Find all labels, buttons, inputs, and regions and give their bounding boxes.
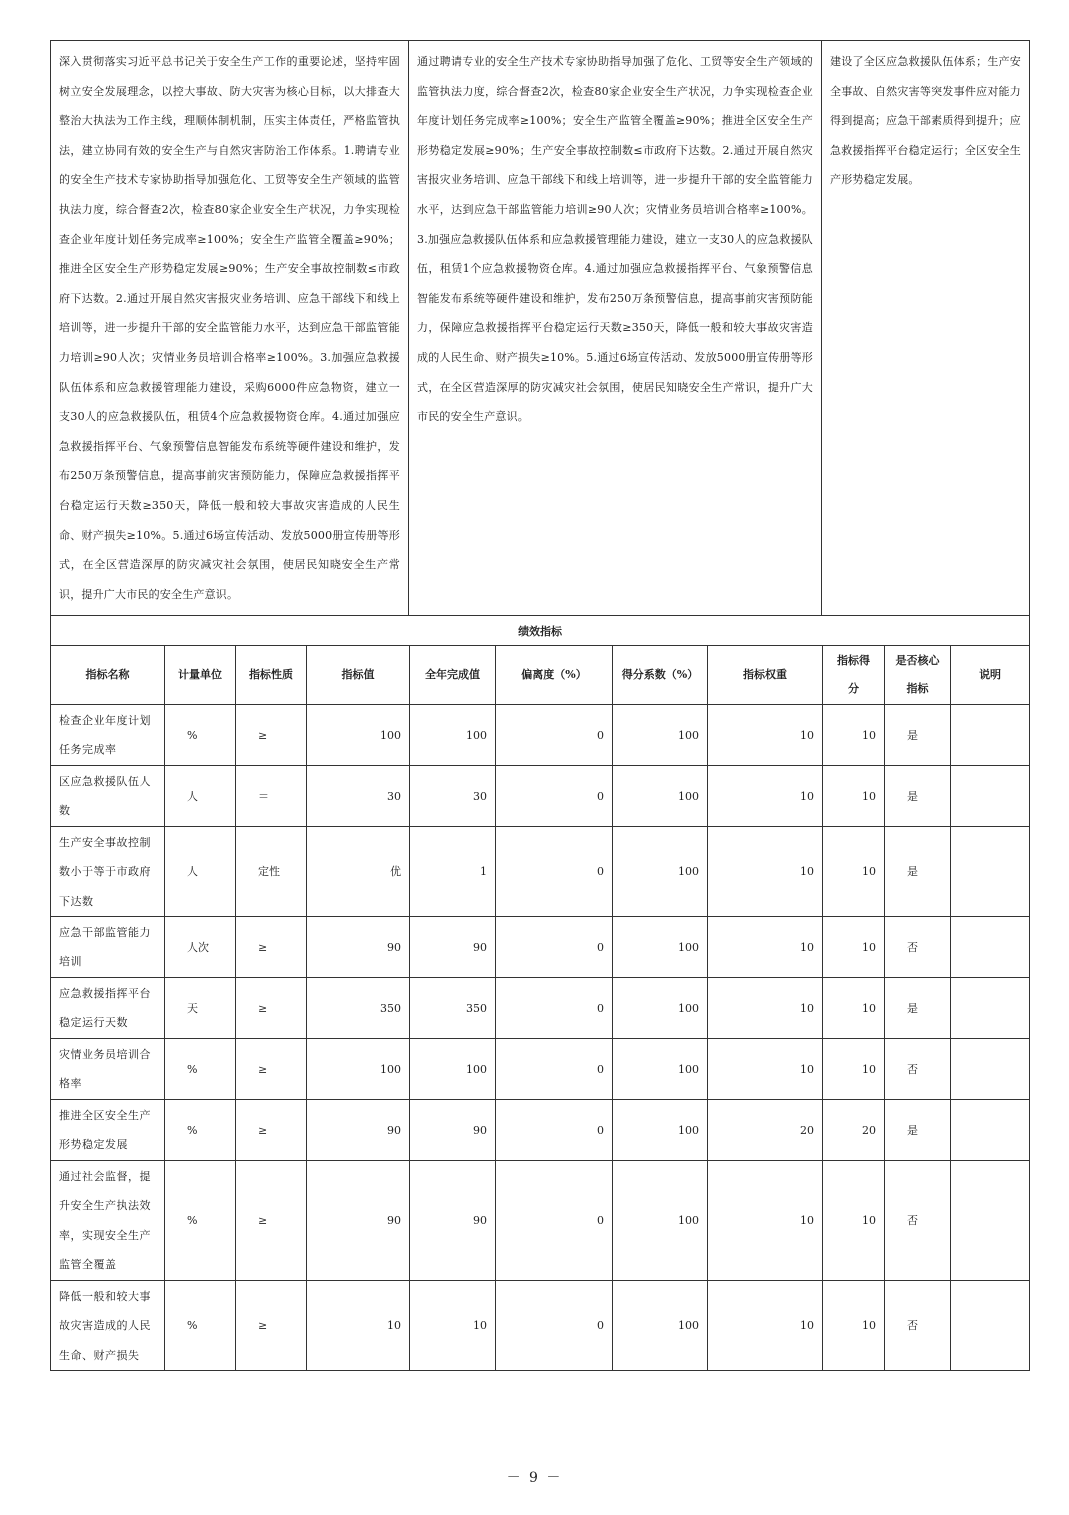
unit: 人次 [165, 917, 236, 978]
deviation: 0 [496, 766, 613, 827]
core-flag: 是 [885, 1100, 951, 1161]
core-flag: 是 [885, 827, 951, 917]
nature: ≥ [236, 1281, 307, 1371]
note [951, 978, 1030, 1039]
goals-row [51, 41, 1030, 616]
unit: % [165, 1161, 236, 1281]
deviation: 0 [496, 917, 613, 978]
score: 10 [823, 978, 885, 1039]
note [951, 1100, 1030, 1161]
deviation: 0 [496, 705, 613, 766]
score: 10 [823, 1161, 885, 1281]
weight: 10 [708, 1281, 823, 1371]
unit: % [165, 1281, 236, 1371]
actual-value: 10 [410, 1281, 496, 1371]
results-text: 建设了全区应急救援队伍体系；生产安全事故、自然灾害等突发事件应对能力得到提高；应急干部素质得到提升；应急救援指挥平台稳定运行；全区安全生产形势稳定发展。 [822, 41, 1030, 616]
score: 20 [823, 1100, 885, 1161]
deviation: 0 [496, 1161, 613, 1281]
unit: 人 [165, 766, 236, 827]
actual-value: 100 [410, 1039, 496, 1100]
table-row [51, 1281, 1030, 1371]
target-value: 90 [307, 1161, 410, 1281]
header-actual: 全年完成值 [410, 646, 496, 705]
score-coefficient: 100 [613, 705, 708, 766]
table-row [51, 1161, 1030, 1281]
score-coefficient: 100 [613, 917, 708, 978]
header-core-line1: 是否核心 [895, 654, 940, 668]
header-coef: 得分系数（%） [613, 646, 708, 705]
actual-value: 100 [410, 705, 496, 766]
core-flag: 是 [885, 705, 951, 766]
score-coefficient: 100 [613, 766, 708, 827]
unit: % [165, 1039, 236, 1100]
indicator-name: 应急救援指挥平台稳定运行天数 [51, 978, 165, 1039]
nature: ≥ [236, 1161, 307, 1281]
score-coefficient: 100 [613, 1100, 708, 1161]
score: 10 [823, 917, 885, 978]
header-nature: 指标性质 [236, 646, 307, 705]
score: 10 [823, 827, 885, 917]
section-title: 绩效指标 [51, 616, 1030, 646]
nature: ≥ [236, 705, 307, 766]
weight: 10 [708, 705, 823, 766]
indicator-rows [51, 705, 1030, 1371]
indicator-name: 通过社会监督，提升安全生产执法效率，实现安全生产监管全覆盖 [51, 1161, 165, 1281]
table-row [51, 978, 1030, 1039]
weight: 10 [708, 978, 823, 1039]
nature: ≥ [236, 1039, 307, 1100]
nature: 定性 [236, 827, 307, 917]
note [951, 1161, 1030, 1281]
score: 10 [823, 705, 885, 766]
note [951, 705, 1030, 766]
unit: % [165, 705, 236, 766]
deviation: 0 [496, 978, 613, 1039]
core-flag: 否 [885, 1039, 951, 1100]
target-value: 90 [307, 917, 410, 978]
note [951, 1039, 1030, 1100]
actual-value: 90 [410, 1100, 496, 1161]
header-core-line2: 指标 [906, 682, 929, 696]
completion-text: 通过聘请专业的安全生产技术专家协助指导加强了危化、工贸等安全生产领域的监管执法力度，综合督查2次，检查80家企业安全生产状况，力争实现检查企业年度计划任务完成率≥100%；安全生产监管全覆盖≥90%；推进全区安全生产形势稳定发展≥90%；生产安全事故控制数≤市政府下达数。2.通过开展自然灾害报灾业务培训、应急干部线下和线上培训等，进一步提升干部的安全监管能力水平，达到应急干部监管能力培训≥90人次；灾情业务员培训合格率≥100%。3.加强应急救援队伍体系和应急救援管理能力建设，建立一支30人的应急救援队伍，租赁1个应急救援物资仓库。4.通过加强应急救援指挥平台、气象预警信息智能发布系统等硬件建设和维护，发布250万条预警信息，提高事前灾害预防能力，保障应急救援指挥平台稳定运行天数≥350天，降低一般和较大事故灾害造成的人民生命、财产损失≥10%。5.通过6场宣传活动、发放5000册宣传册等形式，在全区营造深厚的防灾减灾社会氛围，使居民知晓安全生产常识，提升广大市民的安全生产意识。 [409, 41, 822, 616]
document-sheet [50, 40, 1029, 1371]
indicator-name: 生产安全事故控制数小于等于市政府下达数 [51, 827, 165, 917]
header-weight: 指标权重 [708, 646, 823, 705]
goals-table [50, 40, 1030, 616]
section-title-row [51, 616, 1030, 646]
weight: 10 [708, 917, 823, 978]
target-value: 100 [307, 705, 410, 766]
weight: 10 [708, 827, 823, 917]
table-row [51, 917, 1030, 978]
unit: 人 [165, 827, 236, 917]
score-coefficient: 100 [613, 827, 708, 917]
header-score-line2: 分 [848, 682, 859, 696]
table-row [51, 1100, 1030, 1161]
header-score [823, 646, 885, 705]
note [951, 1281, 1030, 1371]
target-value: 30 [307, 766, 410, 827]
score-coefficient: 100 [613, 1161, 708, 1281]
core-flag: 是 [885, 766, 951, 827]
target-value: 90 [307, 1100, 410, 1161]
weight: 20 [708, 1100, 823, 1161]
header-core [885, 646, 951, 705]
core-flag: 否 [885, 1281, 951, 1371]
unit: % [165, 1100, 236, 1161]
actual-value: 1 [410, 827, 496, 917]
nature: ≥ [236, 978, 307, 1039]
header-name: 指标名称 [51, 646, 165, 705]
header-unit: 计量单位 [165, 646, 236, 705]
indicator-name: 降低一般和较大事故灾害造成的人民生命、财产损失 [51, 1281, 165, 1371]
indicator-name: 区应急救援队伍人数 [51, 766, 165, 827]
target-value: 10 [307, 1281, 410, 1371]
weight: 10 [708, 1161, 823, 1281]
score: 10 [823, 766, 885, 827]
target-value: 优 [307, 827, 410, 917]
header-deviation: 偏离度（%） [496, 646, 613, 705]
score-coefficient: 100 [613, 978, 708, 1039]
target-value: 350 [307, 978, 410, 1039]
header-target: 指标值 [307, 646, 410, 705]
unit: 天 [165, 978, 236, 1039]
page-number: － 9 － [506, 1470, 563, 1486]
core-flag: 否 [885, 1161, 951, 1281]
table-row [51, 827, 1030, 917]
deviation: 0 [496, 1100, 613, 1161]
weight: 10 [708, 1039, 823, 1100]
actual-value: 90 [410, 917, 496, 978]
table-row [51, 1039, 1030, 1100]
note [951, 917, 1030, 978]
indicator-name: 应急干部监管能力培训 [51, 917, 165, 978]
weight: 10 [708, 766, 823, 827]
indicator-name: 灾情业务员培训合格率 [51, 1039, 165, 1100]
score: 10 [823, 1039, 885, 1100]
table-row [51, 766, 1030, 827]
actual-value: 30 [410, 766, 496, 827]
actual-value: 90 [410, 1161, 496, 1281]
core-flag: 否 [885, 917, 951, 978]
deviation: 0 [496, 1039, 613, 1100]
header-score-line1: 指标得 [837, 654, 870, 668]
score-coefficient: 100 [613, 1281, 708, 1371]
indicator-name: 推进全区安全生产形势稳定发展 [51, 1100, 165, 1161]
header-row [51, 646, 1030, 705]
table-row [51, 705, 1030, 766]
note [951, 766, 1030, 827]
header-note: 说明 [951, 646, 1030, 705]
nature: ≥ [236, 1100, 307, 1161]
deviation: 0 [496, 827, 613, 917]
nature: ≥ [236, 917, 307, 978]
score: 10 [823, 1281, 885, 1371]
note [951, 827, 1030, 917]
indicator-name: 检查企业年度计划任务完成率 [51, 705, 165, 766]
deviation: 0 [496, 1281, 613, 1371]
target-value: 100 [307, 1039, 410, 1100]
score-coefficient: 100 [613, 1039, 708, 1100]
performance-table [50, 615, 1030, 1371]
nature: ＝ [236, 766, 307, 827]
annual-goal-text: 深入贯彻落实习近平总书记关于安全生产工作的重要论述，坚持牢固树立安全发展理念，以控大事故、防大灾害为核心目标，以大排查大整治大执法为工作主线，理顺体制机制，压实主体责任，严格监管执法，建立协同有效的安全生产与自然灾害防治工作体系。1.聘请专业的安全生产技术专家协助指导加强危化、工贸等安全生产领域的监管执法力度，综合督查2次，检查80家企业安全生产状况，力争实现检查企业年度计划任务完成率≥100%；安全生产监管全覆盖≥90%；推进全区安全生产形势稳定发展≥90%；生产安全事故控制数≤市政府下达数。2.通过开展自然灾害报灾业务培训、应急干部线下和线上培训等，进一步提升干部的安全监管能力水平，达到应急干部监管能力培训≥90人次；灾情业务员培训合格率≥100%。3.加强应急救援队伍体系和应急救援管理能力建设，采购6000件应急物资，建立一支30人的应急救援队伍，租赁4个应急救援物资仓库。4.通过加强应急救援指挥平台、气象预警信息智能发布系统等硬件建设和维护，发布250万条预警信息，提高事前灾害预防能力，保障应急救援指挥平台稳定运行天数≥350天，降低一般和较大事故灾害造成的人民生命、财产损失≥10%。5.通过6场宣传活动、发放5000册宣传册等形式，在全区营造深厚的防灾减灾社会氛围，使居民知晓安全生产常识，提升广大市民的安全生产意识。 [51, 41, 409, 616]
actual-value: 350 [410, 978, 496, 1039]
core-flag: 是 [885, 978, 951, 1039]
